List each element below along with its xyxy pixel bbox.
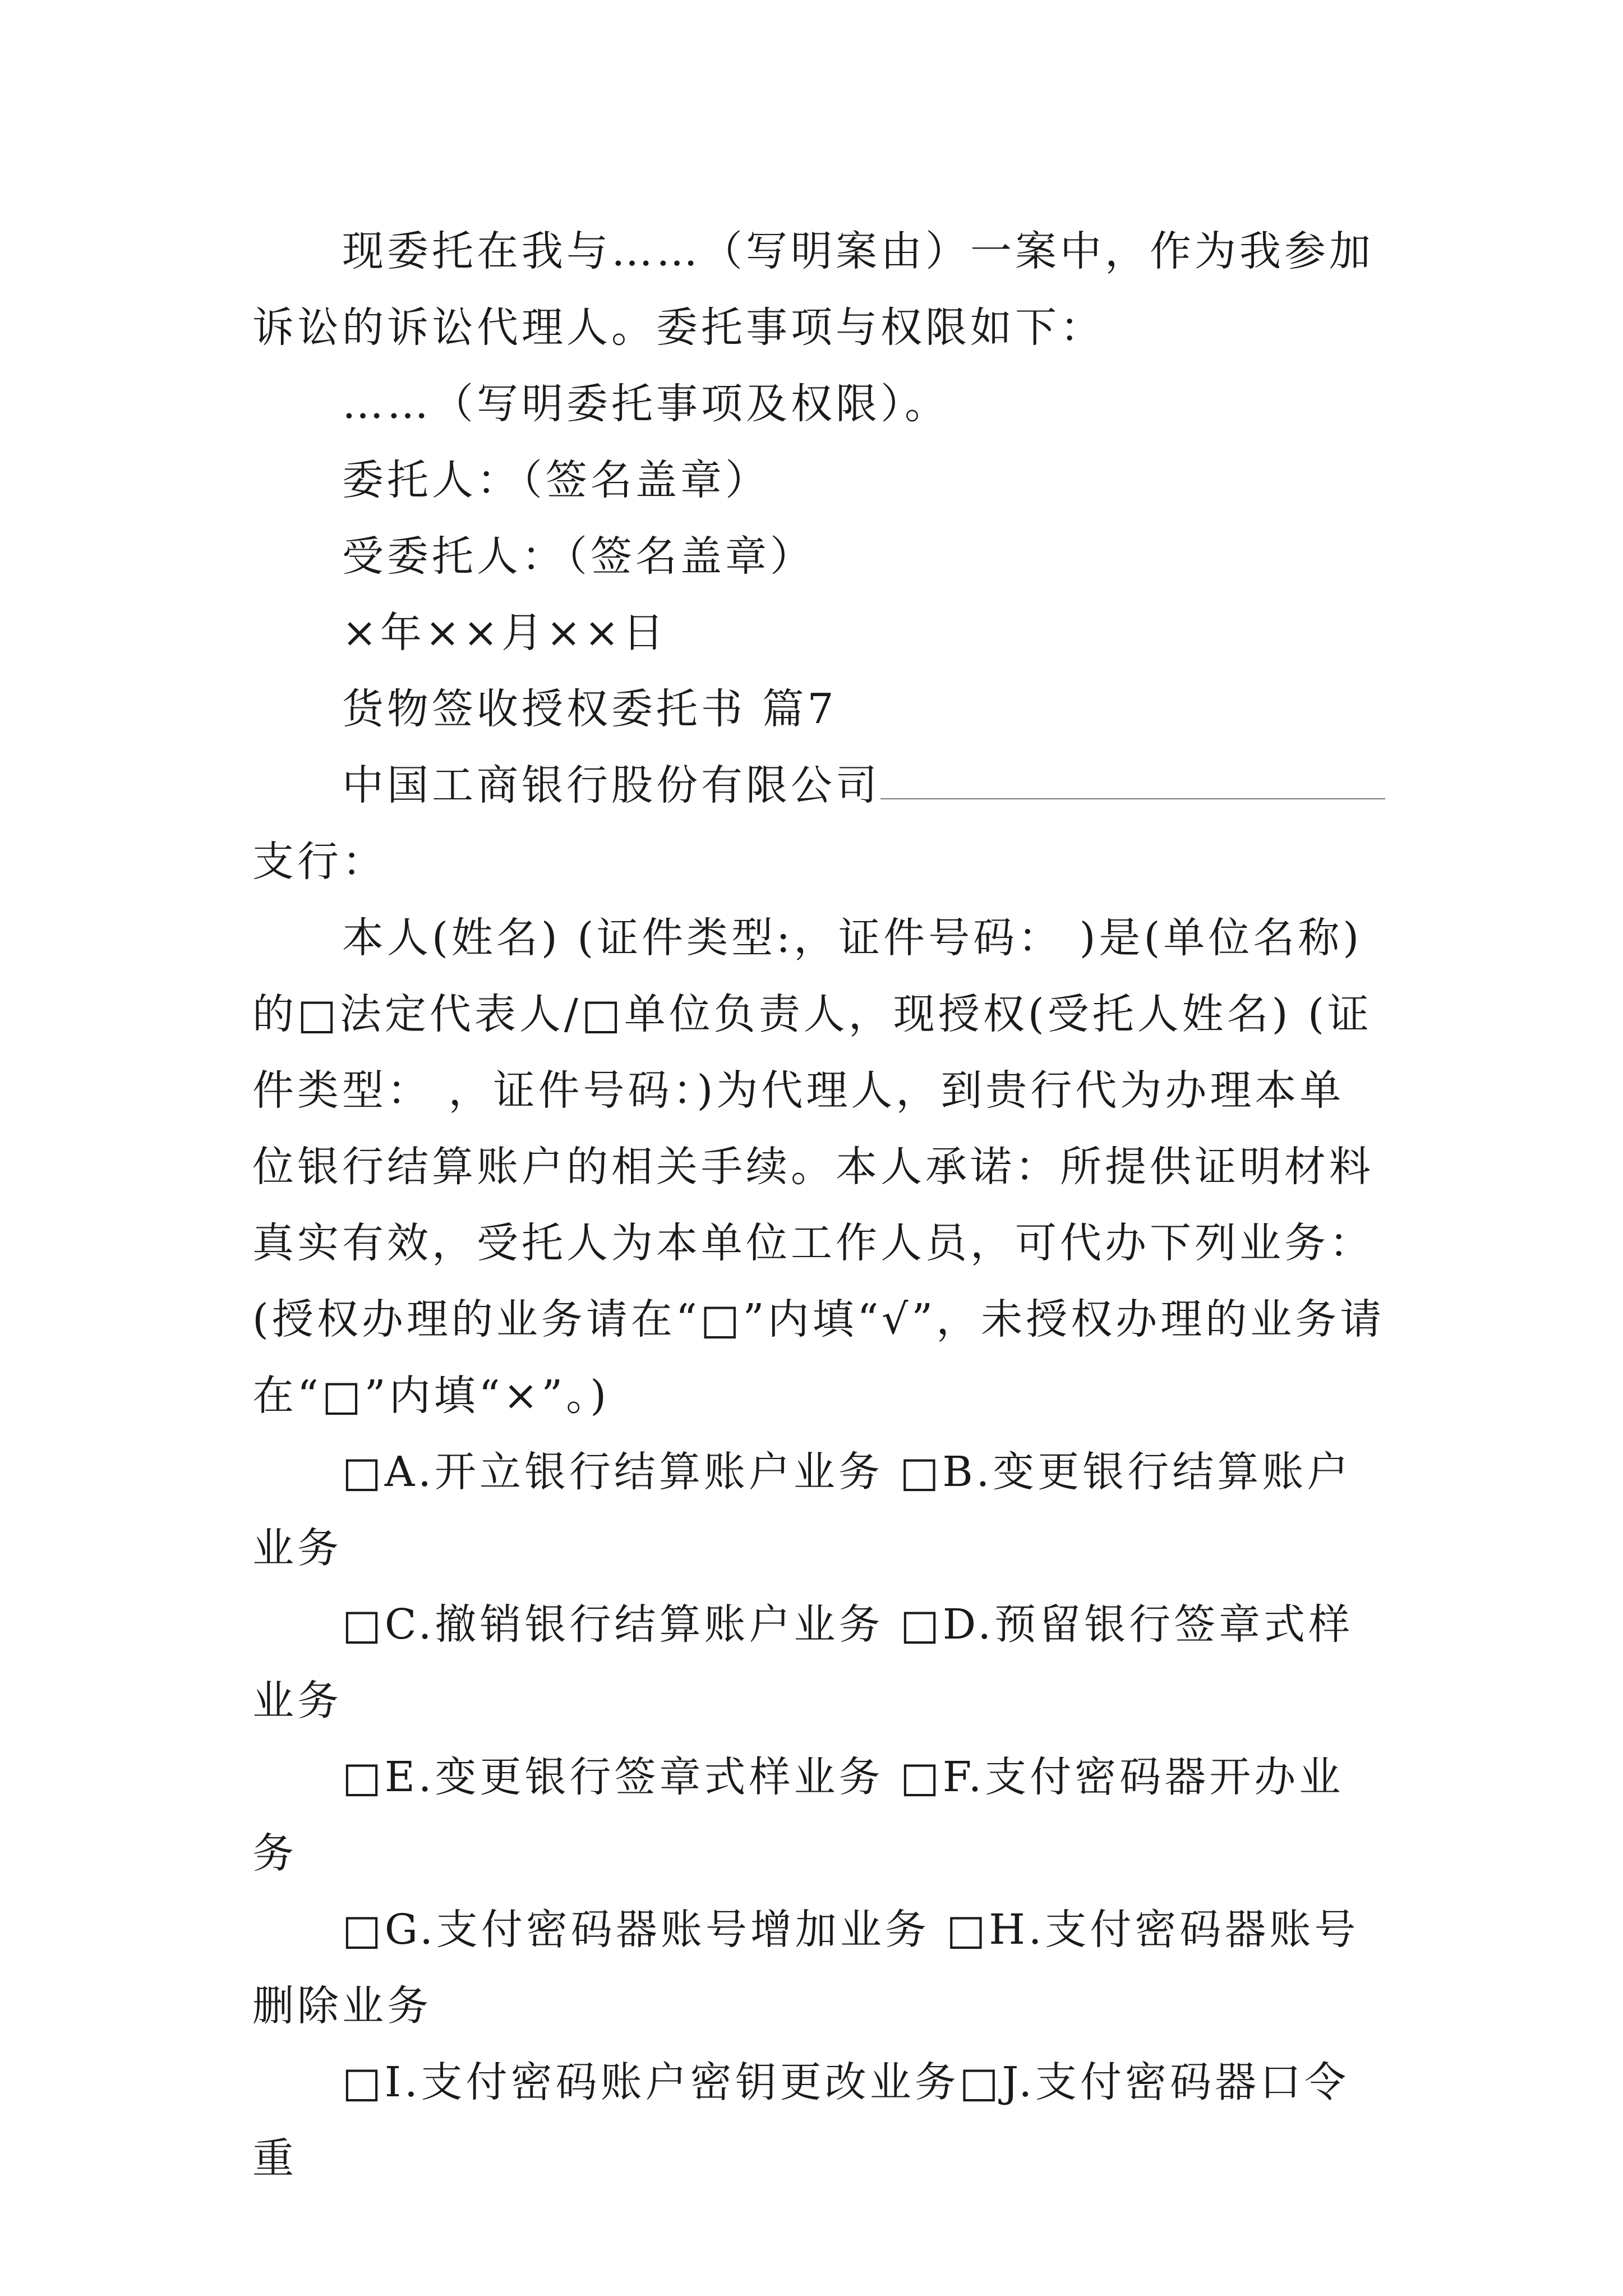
paragraph-authorization: 本人(姓名) (证件类型:，证件号码： )是(单位名称)的□法定代表人/□单位负责人，现授权(受托人姓名) (证件类型： ，证件号码：)为代理人，到贵行代为办理本单位银行结算账户的相关手续。本人承诺：所提供证明材料真实有效，受托人为本单位工作人员，可代办下列业务：(授权办理的业务请在“□”内填“√”，未授权办理的业务请在“□”内填“×”。) [252, 914, 1385, 1420]
business-options-ef: □E.变更银行签章式样业务 □F.支付密码器开办业务 [252, 1753, 1344, 1878]
business-options-ab: □A.开立银行结算账户业务 □B.变更银行结算账户业务 [252, 1448, 1352, 1572]
paragraph-bank-name [252, 747, 1385, 900]
document-body [252, 213, 1385, 2197]
business-options-ij: □I.支付密码账户密钥更改业务□J.支付密码器口令重 [252, 2058, 1350, 2183]
paragraph-date: ×年××月××日 [342, 609, 668, 657]
paragraph-case-entrustment: 现委托在我与……（写明案由）一案中，作为我参加诉讼的诉讼代理人。委托事项与权限如下： [252, 227, 1374, 352]
branch-suffix-text: 支行： [252, 838, 387, 886]
bank-name-text: 中国工商银行股份有限公司 [342, 761, 880, 809]
paragraph-principal-signature: 委托人：（签名盖章） [342, 456, 770, 504]
branch-blank-line [880, 765, 1385, 799]
business-options-cd: □C.撤销银行结算账户业务 □D.预留银行签章式样业务 [252, 1600, 1354, 1725]
section-title: 货物签收授权委托书 篇7 [342, 685, 837, 733]
paragraph-matters: ……（写明委托事项及权限）。 [342, 380, 949, 428]
paragraph-agent-signature: 受委托人：（签名盖章） [342, 532, 815, 581]
business-options-gh: □G.支付密码器账号增加业务 □H.支付密码器账号删除业务 [252, 1906, 1359, 2030]
